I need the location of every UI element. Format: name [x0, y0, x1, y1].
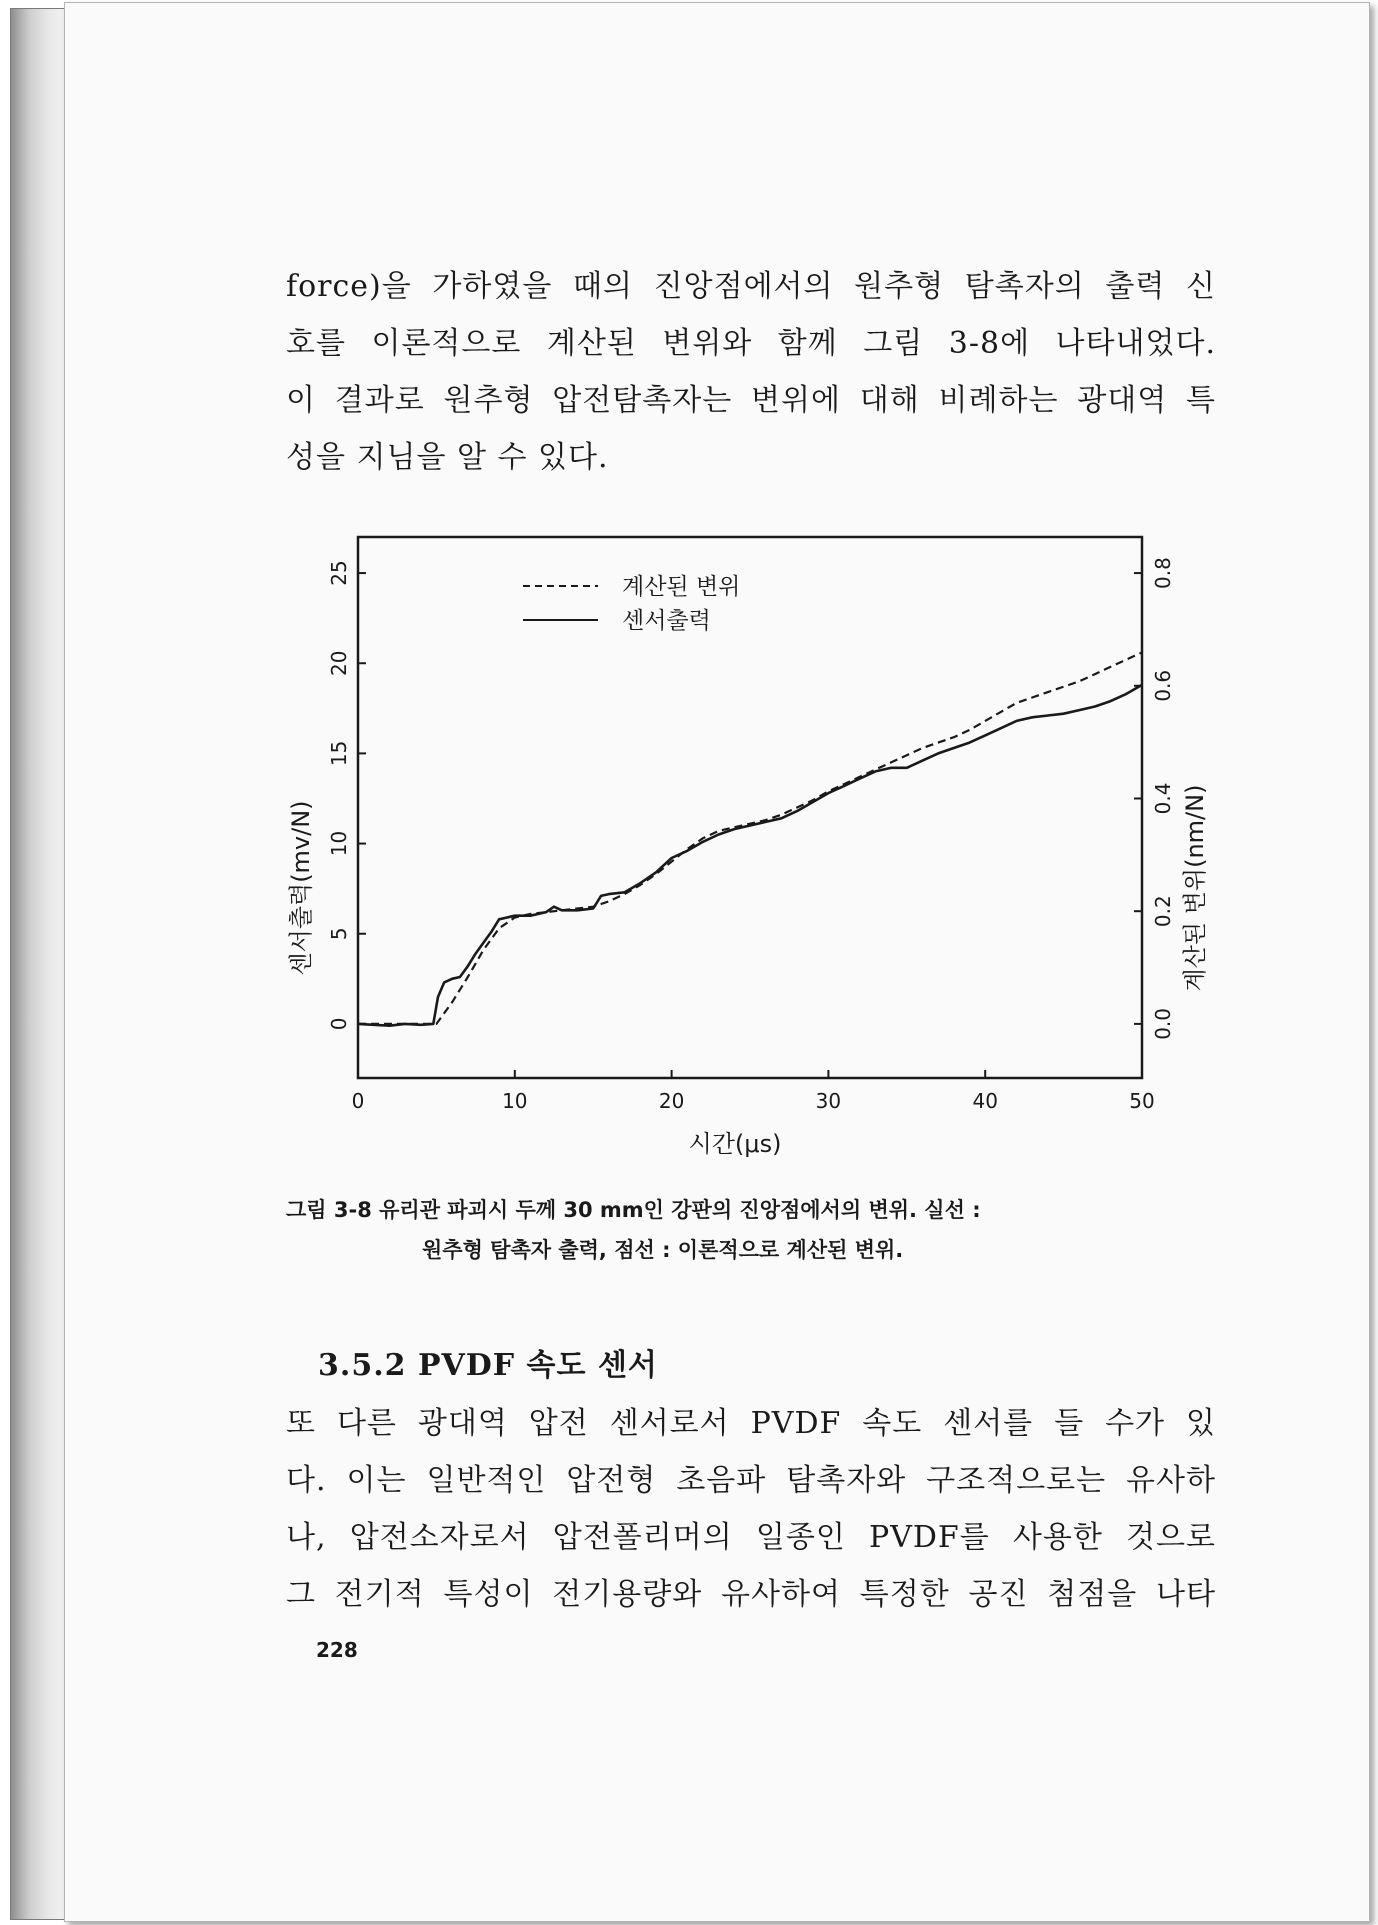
y2-axis-ticks — [1134, 557, 1175, 1040]
y-tick-label: 10 — [327, 830, 351, 857]
legend-label-sensor: 센서출력 — [622, 608, 711, 634]
x-tick-label: 10 — [502, 1089, 528, 1113]
y2-tick-label: 0.6 — [1151, 669, 1175, 702]
paragraph-line: 다. 이는 일반적인 압전형 초음파 탐촉자와 구조적으로는 유사하 — [286, 1463, 1216, 1498]
caption-line-1: 그림 3-8 유리관 파괴시 두께 30 mm인 강판의 진앙점에서의 변위. 실선 : — [286, 1198, 981, 1222]
y-tick-label: 0 — [327, 1017, 351, 1031]
figure-caption — [286, 1190, 1216, 1270]
y2-tick-label: 0.8 — [1151, 557, 1175, 589]
paragraph-line: 이 결과로 원추형 압전탐촉자는 변위에 대해 비례하는 광대역 특 — [286, 383, 1216, 418]
x-tick-label: 30 — [815, 1089, 842, 1113]
bottom-paragraph — [286, 1395, 1216, 1623]
paragraph-line: 그 전기적 특성이 전기용량와 유사하여 특정한 공진 첨점을 나타 — [286, 1577, 1216, 1612]
paragraph-line: 호를 이론적으로 계산된 변위와 함께 그림 3-8에 나타내었다. — [286, 326, 1216, 361]
x-tick-label: 0 — [351, 1089, 365, 1113]
paragraph-line: 또 다른 광대역 압전 센서로서 PVDF 속도 센서를 들 수가 있 — [286, 1406, 1216, 1441]
plot-frame — [358, 537, 1142, 1078]
y-tick-label: 20 — [327, 650, 351, 676]
x-axis-label: 시간(μs) — [688, 1130, 782, 1158]
calculated-displacement-line — [358, 652, 1142, 1024]
legend-label-calculated: 계산된 변위 — [622, 574, 741, 600]
y2-axis-label: 계산된 변위(nm/N) — [1181, 784, 1209, 992]
y2-tick-label: 0.2 — [1151, 895, 1175, 928]
y-tick-label: 5 — [327, 927, 351, 941]
x-tick-label: 40 — [972, 1089, 998, 1113]
paragraph-line: 성을 지님을 알 수 있다. — [286, 440, 609, 475]
caption-line-2: 원추형 탐촉자 출력, 점선 : 이론적으로 계산된 변위. — [422, 1238, 904, 1262]
paragraph-line: 나, 압전소자로서 압전폴리머의 일종인 PVDF를 사용한 것으로 — [286, 1520, 1216, 1555]
section-heading: 3.5.2 PVDF 속도 센서 — [318, 1348, 658, 1383]
paragraph-line: force)을 가하였을 때의 진앙점에서의 원추형 탐촉자의 출력 신 — [286, 269, 1216, 304]
sensor-output-line — [358, 685, 1142, 1026]
y2-tick-label: 0.4 — [1151, 782, 1175, 815]
page-number: 228 — [316, 1638, 358, 1662]
y-tick-label: 25 — [327, 560, 351, 586]
x-axis-ticks — [352, 1070, 1155, 1113]
series-lines — [358, 652, 1142, 1025]
y2-tick-label: 0.0 — [1151, 1007, 1175, 1040]
x-tick-label: 50 — [1129, 1089, 1155, 1113]
y-axis-label: 센서출력(mv/N) — [287, 800, 315, 976]
y-axis-ticks — [327, 560, 366, 1030]
y-tick-label: 15 — [327, 740, 351, 767]
x-tick-label: 20 — [658, 1089, 685, 1113]
